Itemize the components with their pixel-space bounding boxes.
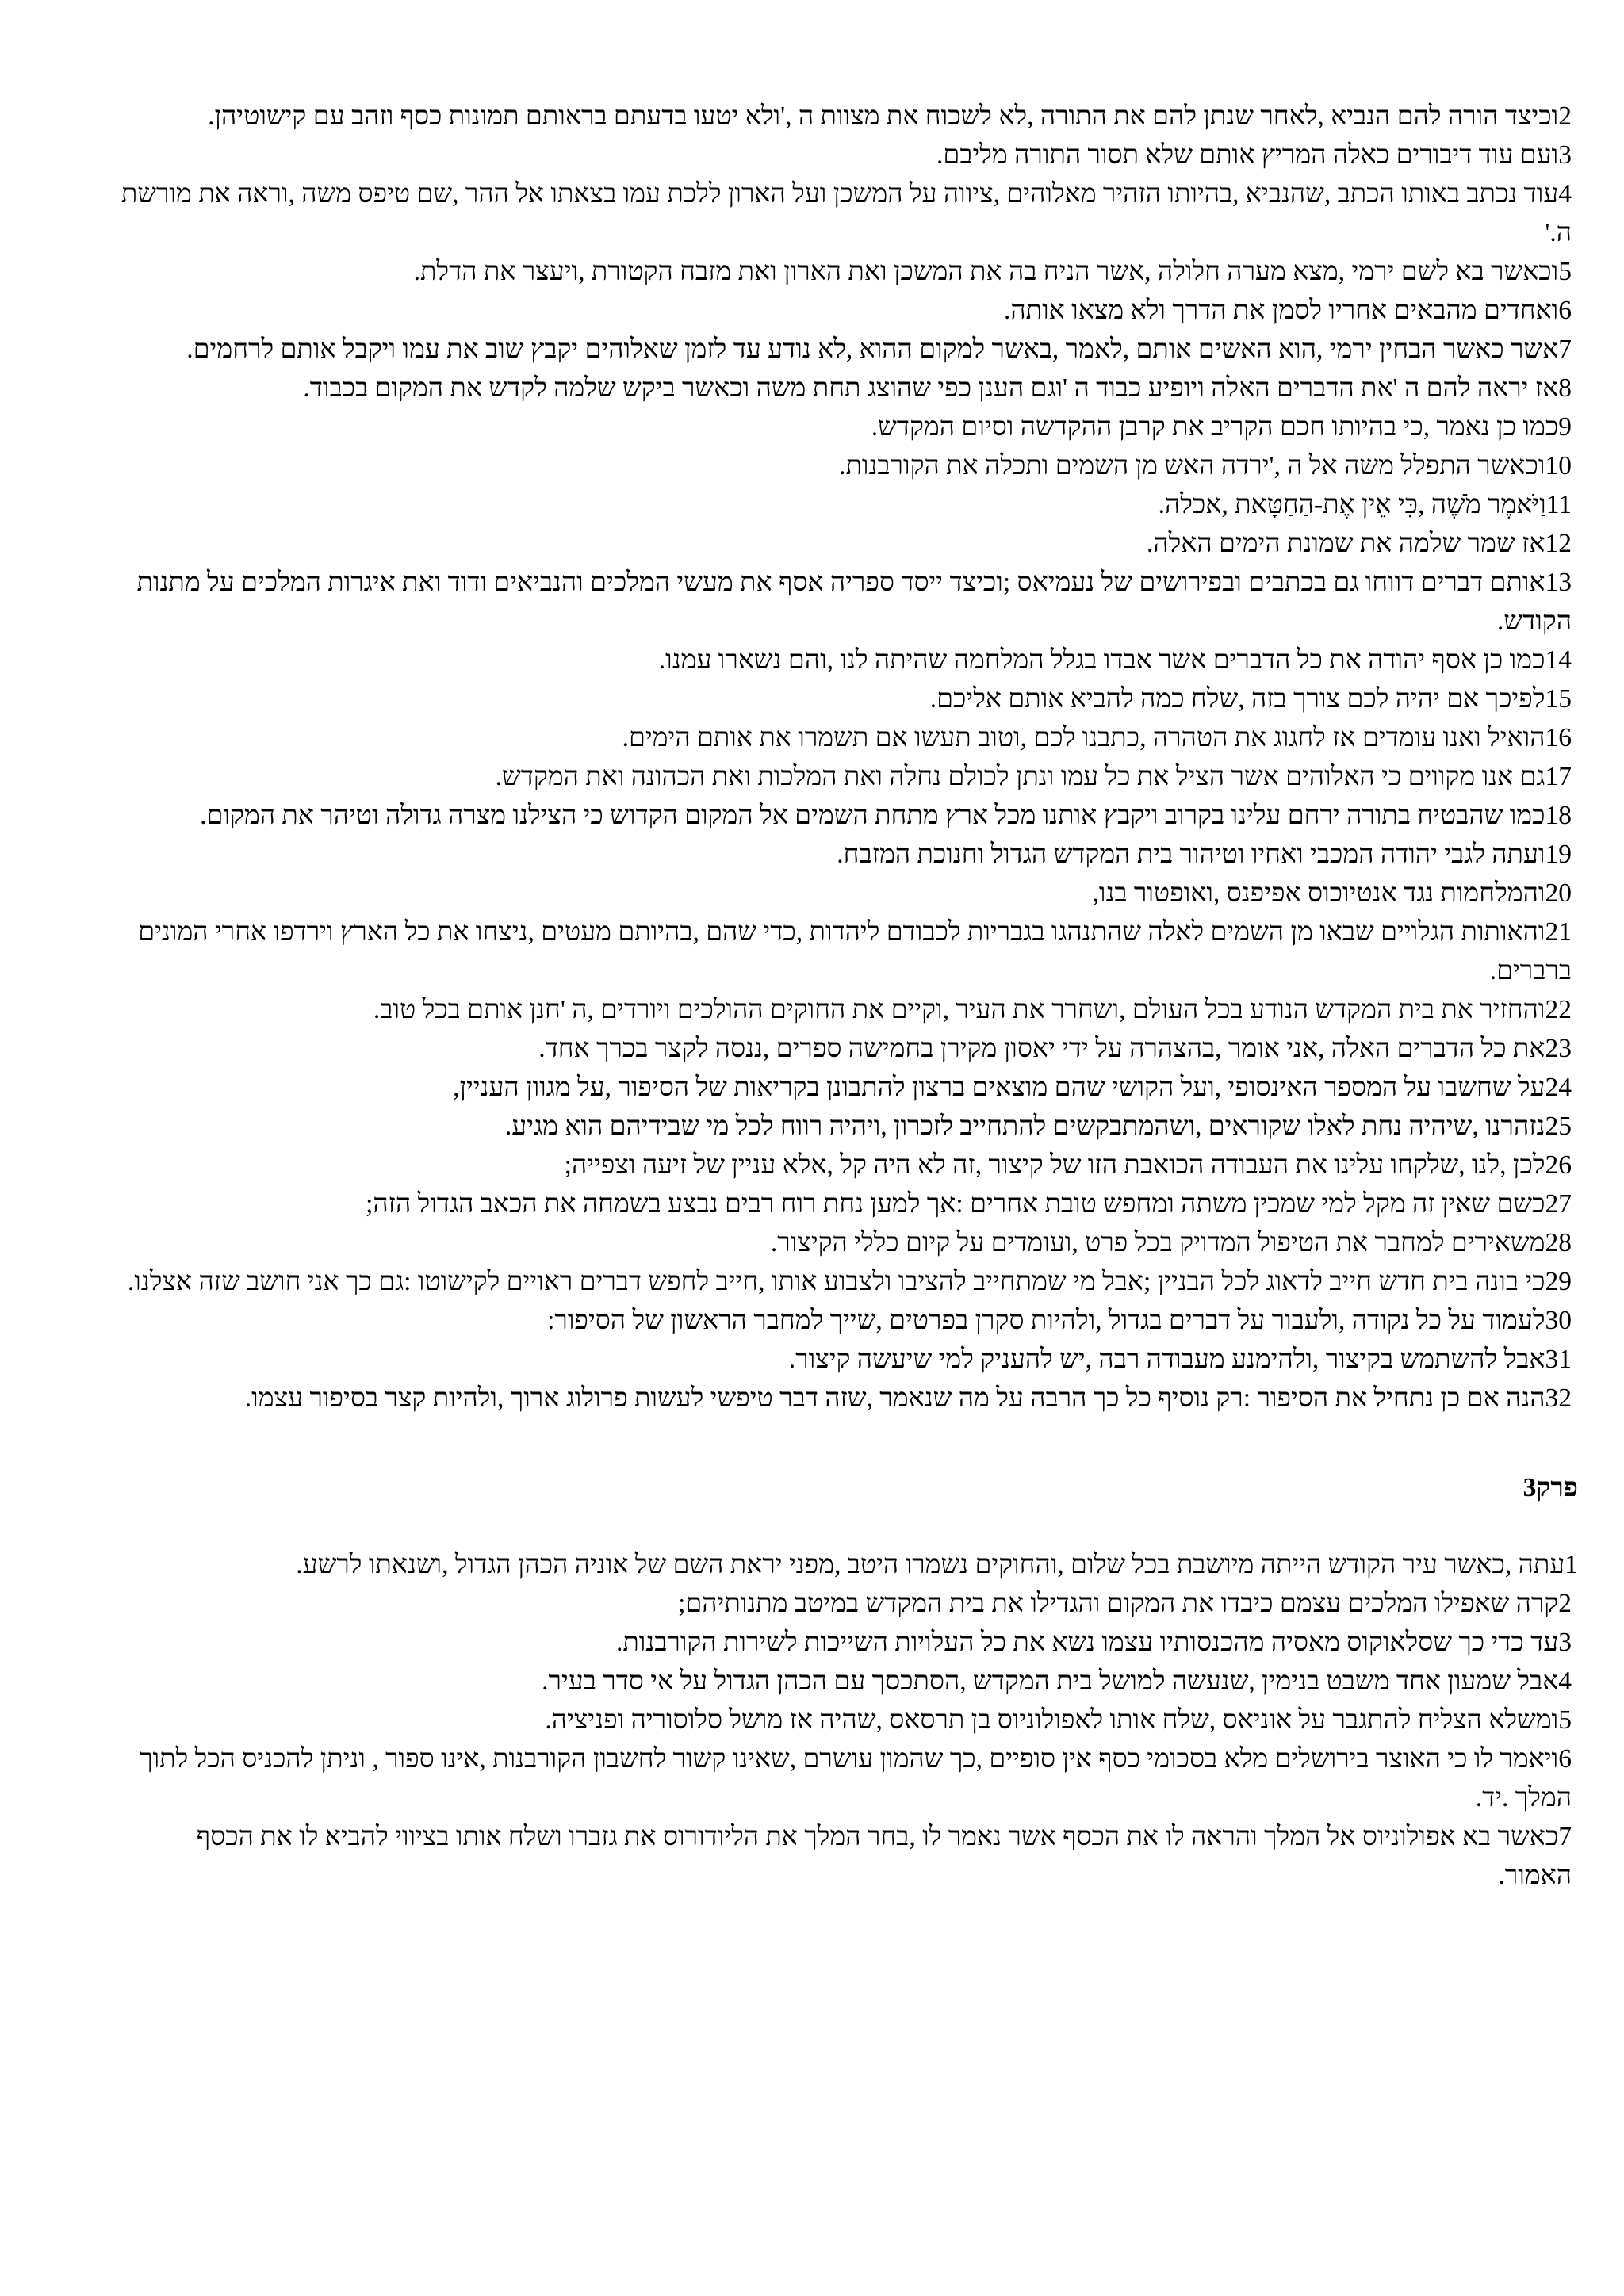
verse-2-28 xyxy=(119,1223,1578,1262)
verse-number: 31 xyxy=(1545,1345,1572,1374)
verse-number: 27 xyxy=(1545,1189,1572,1219)
verse-number: 20 xyxy=(1545,878,1572,908)
verse-text: עד כדי כך שסלאוקוס מאסיה מהכנסותיו עצמו נשא את כל העלויות השייכות לשירות הקורבנות. xyxy=(615,1628,1559,1657)
chapter-3-section xyxy=(119,1545,1578,1895)
verse-text: עתה ,כאשר עיר הקודש הייתה מיושבת בכל שלום ,והחוקים נשמרו היטב ,מפני יראת השם של אוניה הכהן הגדול ,ושנאתו לרשע. xyxy=(296,1550,1565,1579)
verse-text: וכאשר בא לשם ירמי ,מצא מערה חלולה ,אשר הניח בה את המשכן ואת הארון ואת מזבח הקטורת ,ויעצר את הדלת. xyxy=(413,257,1559,286)
verse-2-31 xyxy=(119,1340,1578,1379)
verse-text: כי בונה בית חדש חייב לדאוג לכל הבניין ;אבל מי שמתחייב להציבו ולצבוע אותו ,חייב לחפש דברים ראויים לקישוטו :גם כך אני חושב שזה אצלנו. xyxy=(127,1267,1545,1296)
verse-2-29 xyxy=(119,1262,1578,1301)
verse-number: 21 xyxy=(1545,917,1572,947)
verse-text: וַיֹּאמֶר מֹשֶׁה ,כִּי אֵין אֶת-הַחַטָּאת ,אכלה. xyxy=(1158,490,1546,519)
verse-number: 23 xyxy=(1545,1034,1572,1063)
verse-text: כמו כן אסף יהודה את כל הדברים אשר אבדו בגלל המלחמה שהיתה לנו ,והם נשארו עמנו. xyxy=(658,645,1545,675)
verse-3-1 xyxy=(119,1545,1578,1584)
verse-number: 24 xyxy=(1545,1073,1572,1102)
verse-3-7 xyxy=(119,1817,1578,1895)
verse-2-16 xyxy=(119,718,1578,757)
verse-number: 6 xyxy=(1558,1744,1572,1774)
verse-text: אז שמר שלמה את שמונת הימים האלה. xyxy=(1146,529,1545,558)
verse-number: 26 xyxy=(1545,1150,1572,1180)
verse-2-14 xyxy=(119,641,1578,679)
verse-text: גם אנו מקווים כי האלוהים אשר הציל את כל עמו ונתן לכולם נחלה ואת המלכות ואת הכהונה ואת המקדש. xyxy=(495,762,1545,791)
verse-3-6 xyxy=(119,1739,1578,1817)
verse-2-24 xyxy=(119,1068,1578,1107)
verse-number: 28 xyxy=(1545,1228,1572,1257)
verse-number: 22 xyxy=(1545,995,1572,1024)
verse-text: נזהרנו ,שיהיה נחת לאלו שקוראים ,ושהמתבקשים להתחייב לזכרון ,ויהיה רווח לכל מי שבידיהם הוא מגיע. xyxy=(504,1112,1545,1141)
verse-text: ומשלא הצליח להתגבר על אוניאס ,שלח אותו לאפולוניוס בן תרסאס ,שהיה אז מושל סלוסוריה ופניציה. xyxy=(545,1705,1559,1735)
verse-number: 2 xyxy=(1558,1589,1572,1618)
verse-2-8 xyxy=(119,369,1578,408)
verse-number: 19 xyxy=(1545,840,1572,869)
verse-2-18 xyxy=(119,796,1578,835)
verse-3-4 xyxy=(119,1662,1578,1701)
verse-number: 14 xyxy=(1545,645,1572,675)
verse-text: ועתה לגבי יהודה המכבי ואחיו וטיהור בית המקדש הגדול וחנוכת המזבח. xyxy=(837,840,1545,869)
verse-2-30 xyxy=(119,1301,1578,1340)
verse-number: 15 xyxy=(1545,684,1572,714)
verse-number: 12 xyxy=(1545,529,1572,558)
verse-3-2 xyxy=(119,1584,1578,1623)
verse-2-2 xyxy=(119,97,1578,136)
verse-text: אותם דברים דווחו גם בכתבים ובפירושים של נעמיאס ;וכיצד ייסד ספריה אסף את מעשי המלכים והנביאים ודוד ואת איגרות המלכים על מתנות הקודש. xyxy=(136,568,1572,636)
verse-number: 4 xyxy=(1558,179,1572,209)
verse-number: 29 xyxy=(1545,1267,1572,1296)
verse-text: לכן ,לנו ,שלקחו עלינו את העבודה הכואבת הזו של קיצור ,זה לא היה קל ,אלא עניין של זיעה וצפייה; xyxy=(564,1150,1545,1180)
verse-text: את כל הדברים האלה ,אני אומר ,בהצהרה על ידי יאסון מקירן בחמישה ספרים ,ננסה לקצר בכרך אחד. xyxy=(538,1034,1545,1063)
verse-text: עוד נכתב באותו הכתב ,שהנביא ,בהיותו הזהיר מאלוהים ,ציווה על המשכן ועל הארון ללכת עמו בצאתו אל ההר ,שם טיפס משה ,וראה את מורשת ה.' xyxy=(121,179,1572,247)
verse-2-6 xyxy=(119,291,1578,330)
verse-number: 8 xyxy=(1558,373,1572,403)
verse-text: כמו כן נאמר ,כי בהיותו חכם הקריב את קרבן ההקדשה וסיום המקדש. xyxy=(871,412,1559,442)
verse-2-17 xyxy=(119,757,1578,796)
verse-text: אז יראה להם ה 'את הדברים האלה ויופיע כבוד ה 'וגם הענן כפי שהוצג תחת משה וכאשר ביקש שלמה לקדש את המקום בכבוד. xyxy=(303,373,1559,403)
verse-2-19 xyxy=(119,835,1578,874)
verse-number: 6 xyxy=(1558,296,1572,325)
verse-text: כאשר בא אפולוניוס אל המלך והראה לו את הכסף אשר נאמר לו ,בחר המלך את הליודורוס את גזברו ושלח אותו בציווי להביא לו את הכסף האמור. xyxy=(196,1822,1572,1890)
verse-3-3 xyxy=(119,1623,1578,1662)
verse-text: אבל שמעון אחד משבט בנימין ,שנעשה למושל בית המקדש ,הסתכסך עם הכהן הגדול על אי סדר בעיר. xyxy=(542,1667,1559,1696)
verse-number: 11 xyxy=(1545,490,1572,519)
verse-2-26 xyxy=(119,1146,1578,1184)
verse-2-5 xyxy=(119,252,1578,291)
verse-number: 7 xyxy=(1558,1822,1572,1851)
verse-text: כמו שהבטיח בתורה ירחם עלינו בקרוב ויקבץ אותנו מכל ארץ מתחת השמים אל המקום הקדוש כי הצילנו מצרה גדולה וטיהר את המקום. xyxy=(200,801,1545,830)
verse-2-9 xyxy=(119,408,1578,446)
verse-number: 3 xyxy=(1558,140,1572,170)
verse-number: 32 xyxy=(1545,1383,1572,1413)
verse-text: לפיכך אם יהיה לכם צורך בזה ,שלח כמה להביא אותם אליכם. xyxy=(929,684,1545,714)
verse-text: וכיצד הורה להם הנביא ,לאחר שנתן להם את התורה ,לא לשכוח את מצוות ה ,'ולא יטעו בדעתם בראותם תמונות כסף וזהב עם קישוטיהן. xyxy=(208,101,1559,131)
verse-number: 4 xyxy=(1558,1667,1572,1696)
verse-2-10 xyxy=(119,446,1578,485)
verse-number: 30 xyxy=(1545,1306,1572,1335)
verse-2-32 xyxy=(119,1379,1578,1418)
chapter-heading: פרק3 xyxy=(1522,1473,1578,1502)
verse-2-23 xyxy=(119,1029,1578,1068)
verse-number: 2 xyxy=(1558,101,1572,131)
verse-3-5 xyxy=(119,1701,1578,1739)
verse-number: 5 xyxy=(1558,257,1572,286)
verse-2-13 xyxy=(119,563,1578,641)
verse-2-11 xyxy=(119,485,1578,524)
verse-number: 18 xyxy=(1545,801,1572,830)
chapter-spacer xyxy=(119,1507,1578,1545)
verse-2-25 xyxy=(119,1107,1578,1146)
verse-number: 3 xyxy=(1558,1628,1572,1657)
verse-number: 13 xyxy=(1545,568,1572,597)
verse-text: משאירים למחבר את הטיפול המדויק בכל פרט ,ועומדים על קיום כללי הקיצור. xyxy=(770,1228,1545,1257)
verse-2-21 xyxy=(119,913,1578,990)
verse-2-4 xyxy=(119,174,1578,252)
verse-text: אשר כאשר הבחין ירמי ,הוא האשים אותם ,לאמר ,באשר למקום ההוא ,לא נודע עד לזמן שאלוהים יקבץ שוב את עמו ויקבל אותם לרחמים. xyxy=(186,335,1559,364)
verse-text: אבל להשתמש בקיצור ,ולהימנע מעבודה רבה ,יש להעניק למי שיעשה קיצור. xyxy=(788,1345,1545,1374)
verse-2-15 xyxy=(119,679,1578,718)
verse-text: ועם עוד דיבורים כאלה המריץ אותם שלא תסור התורה מליבם. xyxy=(936,140,1559,170)
verse-number: 7 xyxy=(1558,335,1572,364)
verse-number: 16 xyxy=(1545,723,1572,752)
verse-text: הנה אם כן נתחיל את הסיפור :רק נוסיף כל כך הרבה על מה שנאמר ,שזה דבר טיפשי לעשות פרולוג ארוך ,ולהיות קצר בסיפור עצמו. xyxy=(244,1383,1545,1413)
verse-text: קרה שאפילו המלכים עצמם כיבדו את המקום והגדילו את בית המקדש במיטב מתנותיהם; xyxy=(678,1589,1559,1618)
verse-2-3 xyxy=(119,136,1578,174)
verse-text: על שחשבו על המספר האינסופי ,ועל הקושי שהם מוצאים ברצון להתבונן בקריאות של הסיפור ,על מגוון העניין, xyxy=(453,1073,1545,1102)
verse-number: 5 xyxy=(1558,1705,1572,1735)
verse-text: ואחדים מהבאים אחריו לסמן את הדרך ולא מצאו אותה. xyxy=(1004,296,1559,325)
verse-2-27 xyxy=(119,1184,1578,1223)
verse-2-12 xyxy=(119,524,1578,563)
verse-2-20 xyxy=(119,874,1578,913)
verse-2-22 xyxy=(119,990,1578,1029)
verse-number: 9 xyxy=(1558,412,1572,442)
verse-number: 1 xyxy=(1565,1550,1578,1579)
verse-number: 17 xyxy=(1545,762,1572,791)
verse-text: והמלחמות נגד אנטיוכוס אפיפנס ,ואופטור בנו, xyxy=(1092,878,1545,908)
verse-text: כשם שאין זה מקל למי שמכין משתה ומחפש טובת אחרים :אך למען נחת רוח רבים נבצע בשמחה את הכאב הגדול הזה; xyxy=(366,1189,1545,1219)
verse-text: והחזיר את בית המקדש הנודע בכל העולם ,ושחרר את העיר ,וקיים את החוקים ההולכים ויורדים ,ה 'חנן אותם בכל טוב. xyxy=(373,995,1545,1024)
chapter-2-section xyxy=(119,97,1578,1418)
verse-text: לעמוד על כל נקודה ,ולעבור על דברים בגדול ,ולהיות סקרן בפרטים ,שייך למחבר הראשון של הסיפור: xyxy=(547,1306,1545,1335)
verse-number: 25 xyxy=(1545,1112,1572,1141)
verse-text: ויאמר לו כי האוצר בירושלים מלא בסכומי כסף אין סופיים ,כך שהמון עושרם ,שאינו קשור לחשבון הקורבנות ,אינו ספור , וניתן להכניס הכל לתוך המלך .יד. xyxy=(140,1744,1572,1812)
verse-text: וכאשר התפלל משה אל ה ,'ירדה האש מן השמים ותכלה את הקורבנות. xyxy=(839,451,1545,480)
chapter-spacer xyxy=(119,1418,1578,1468)
document-page xyxy=(119,97,1578,1895)
verse-text: הואיל ואנו עומדים אז לחגוג את הטהרה ,כתבנו לכם ,וטוב תעשו אם תשמרו את אותם הימים. xyxy=(622,723,1545,752)
verse-text: והאותות הגלויים שבאו מן השמים לאלה שהתנהגו בגבריות לכבודם ליהדות ,כדי שהם ,בהיותם מעטים ,ניצחו את כל הארץ וירדפו אחרי המונים ברברים. xyxy=(138,917,1572,985)
verse-number: 10 xyxy=(1545,451,1572,480)
verse-2-7 xyxy=(119,330,1578,369)
